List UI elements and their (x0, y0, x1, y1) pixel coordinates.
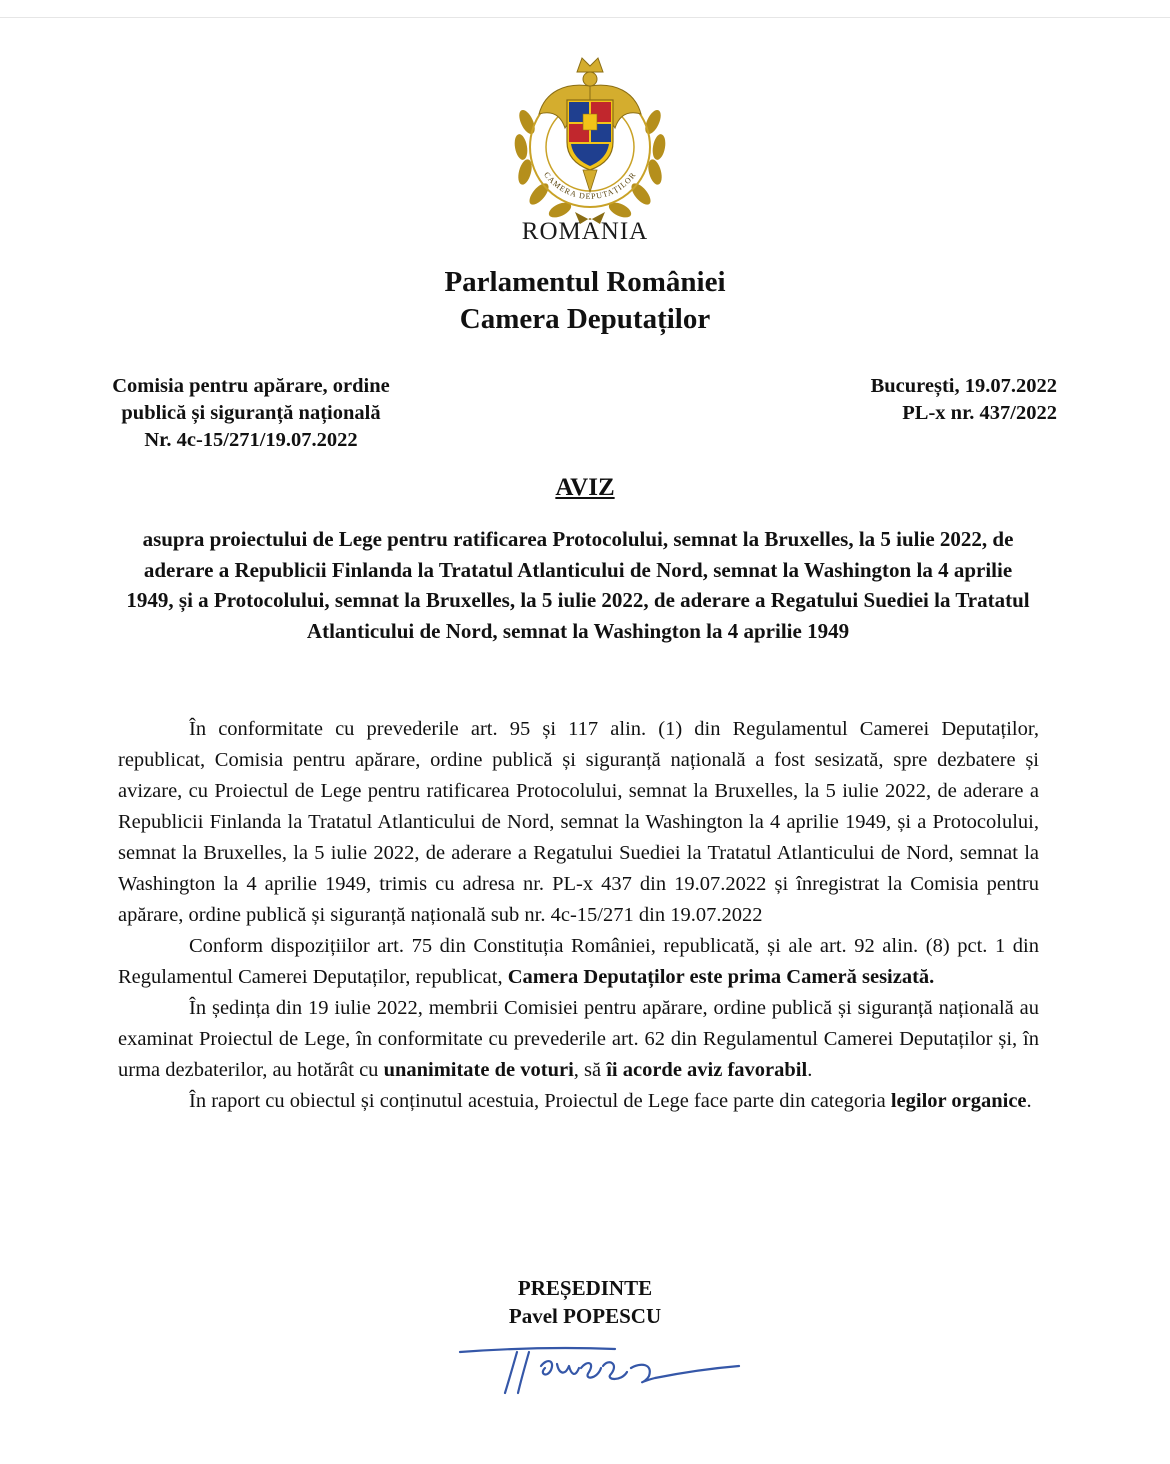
committee-heading (70, 373, 432, 454)
paragraph-3-text-2: , să (573, 1059, 607, 1081)
svg-text:CAMERA DEPUTAȚILOR: CAMERA DEPUTAȚILOR (542, 170, 638, 201)
paragraph-4-text-1: În raport cu obiectul și conținutul acestuia, Proiectul de Lege face parte din categoria (189, 1090, 891, 1112)
handwritten-signature (455, 1338, 745, 1400)
document-body (118, 714, 1039, 1117)
document-subject: asupra proiectului de Lege pentru ratificarea Protocolului, semnat la Bruxelles, la 5 iulie 2022, de aderare a Republicii Finlanda la Tratatul Atlanticului de Nord, semnat la Washington la 4 aprilie 1949, și a Protocolului, semnat la Bruxelles, la 5 iulie 2022, de aderare a Regatului Suediei la Tratatul Atlanticului de Nord, semnat la Washington la 4 aprilie 1949 (126, 527, 1030, 643)
paragraph-1: În conformitate cu prevederile art. 95 și 117 alin. (1) din Regulamentul Camerei Deputaților, republicat, Comisia pentru apărare, ordine publică și siguranță națională a fost sesizată, spre dezbatere și avizare, cu Proiectul de Lege pentru ratificarea Protocolului, semnat la Bruxelles, la 5 iulie 2022, de aderare a Republicii Finlanda la Tratatul Atlanticului de Nord, semnat la Washington la 4 aprilie 1949, și a Protocolului, semnat la Bruxelles, la 5 iulie 2022, de aderare a Regatului Suediei la Tratatul Atlanticului de Nord, semnat la Washington la 4 aprilie 1949, trimis cu adresa nr. PL-x 437 din 19.07.2022 și înregistrat la Comisia pentru apărare, ordine publică și siguranță națională sub nr. 4c-15/271 din 19.07.2022 (118, 718, 1039, 926)
place-date-heading (871, 373, 1057, 427)
country-label: ROMANIA (521, 218, 649, 245)
committee-reference-number: Nr. 4c-15/271/19.07.2022 (144, 429, 358, 451)
signature-icon (455, 1338, 745, 1400)
paragraph-4 (118, 1086, 1039, 1117)
institution-title: Parlamentul României (444, 266, 726, 298)
signature-block (0, 1274, 1170, 1330)
top-divider (0, 17, 1170, 18)
paragraph-4-text-2: . (1026, 1090, 1032, 1112)
paragraph-2-text: Conform dispozițiilor art. 75 din Constituția României, republicată, și ale art. 92 alin. (8) pct. 1 din Regulamentul Camerei Deputaților, republicat, (118, 935, 1039, 988)
paragraph-2 (118, 931, 1039, 993)
paragraph-3-bold-1: unanimitate de voturi (383, 1059, 574, 1081)
bill-number: PL-x nr. 437/2022 (902, 402, 1057, 424)
place-date: București, 19.07.2022 (870, 375, 1057, 397)
coat-of-arms-icon (505, 52, 675, 228)
committee-line-2: publică și siguranță națională (121, 402, 381, 424)
committee-line-1: Comisia pentru apărare, ordine (112, 375, 390, 397)
signatory-name: Pavel POPESCU (508, 1304, 662, 1328)
chamber-title: Camera Deputaților (459, 303, 711, 335)
signatory-role: PREȘEDINTE (517, 1276, 653, 1300)
document-title: AVIZ (555, 474, 615, 501)
paragraph-2-bold: Camera Deputaților este prima Cameră sesizată. (507, 966, 935, 988)
paragraph-3-bold-2: îi acorde aviz favorabil (606, 1059, 808, 1081)
paragraph-3 (118, 993, 1039, 1086)
paragraph-4-bold: legilor organice (890, 1090, 1027, 1112)
paragraph-3-text-3: . (807, 1059, 813, 1081)
paragraph-3-text-1: În ședința din 19 iulie 2022, membrii Comisiei pentru apărare, ordine publică și siguranță națională au examinat Proiectul de Lege, în conformitate cu prevederile art. 62 din Regulamentul Camerei Deputaților și, în urma dezbaterilor, au hotărât cu (118, 997, 1039, 1081)
coat-of-arms-emblem (505, 52, 675, 228)
